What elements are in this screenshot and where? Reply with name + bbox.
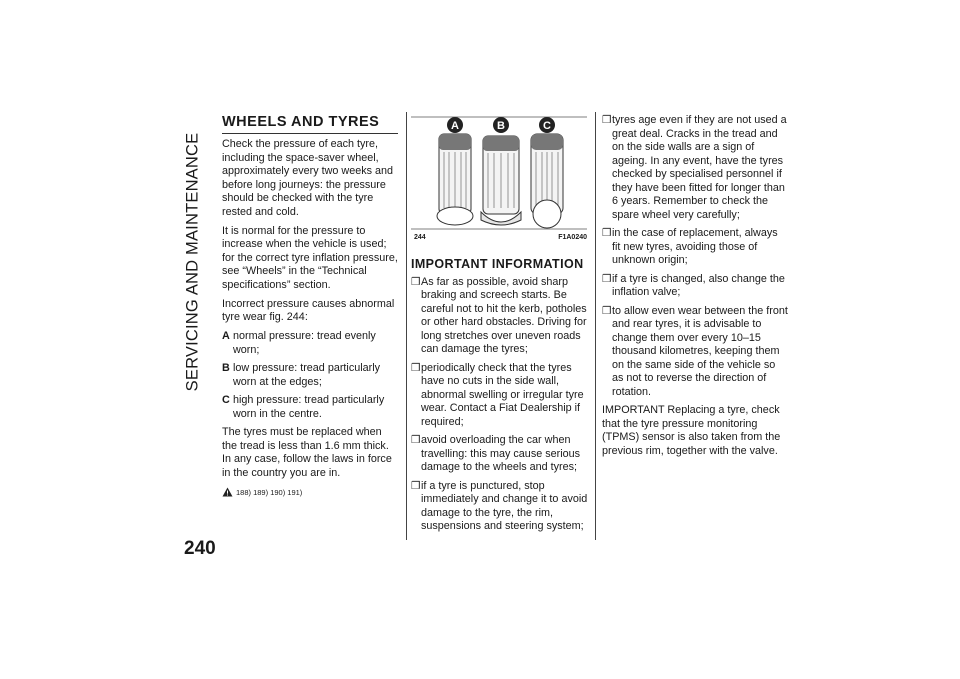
list-item-text: avoid overloading the car when travelling: this may cause serious damage to the wheels and tyres; xyxy=(421,434,581,473)
list-item-text: tyres age even if they are not used a great deal. Cracks in the tread and on the side walls are a sign of ageing. In any event, have the tyres checked by specialised personnel if they have been fitted for longer than 6 years. Remember to check the spare wheel very carefully; xyxy=(612,114,787,221)
item-text: normal pressure: tread evenly worn; xyxy=(233,330,376,356)
bullet-glyph: ❒ xyxy=(602,272,612,285)
bullet-glyph: ❒ xyxy=(411,479,421,492)
column-3 xyxy=(602,114,788,464)
list-item xyxy=(602,273,788,300)
important-note: IMPORTANT Replacing a tyre, check that the tyre pressure monitoring (TPMS) sensor is also taken from the previous rim, together with the valve. xyxy=(602,404,781,457)
list-item-text: As far as possible, avoid sharp braking and screech starts. Be careful not to hit the kerb, potholes or other hard obstacles. Driving for long stretches over uneven roads can damage the tyres; xyxy=(421,275,587,355)
item-text: high pressure: tread particularly worn in the centre. xyxy=(233,394,385,420)
list-item xyxy=(602,114,788,222)
bullet-glyph: ❒ xyxy=(602,114,612,126)
bullet-glyph: ❒ xyxy=(411,275,421,288)
tyre-wear-figure xyxy=(411,112,587,242)
page-number: 240 xyxy=(184,538,216,559)
pressure-item-c xyxy=(222,394,398,421)
list-item xyxy=(602,227,788,268)
column-divider-right xyxy=(595,112,596,540)
list-item xyxy=(411,480,591,534)
list-item xyxy=(411,362,591,430)
badge-a-label: A xyxy=(451,120,459,132)
tyre-b-low-pressure xyxy=(481,136,521,225)
figure-caption xyxy=(411,234,587,246)
badge-b xyxy=(493,117,509,133)
section-title: WHEELS AND TYRES xyxy=(222,114,398,134)
tyre-a-normal xyxy=(437,134,473,225)
bullet-glyph: ❒ xyxy=(602,304,612,317)
pressure-item-a xyxy=(222,330,398,357)
list-item-text: if a tyre is punctured, stop immediately and change it to avoid damage to the tyre, the rim, suspensions and steering system; xyxy=(421,479,588,532)
warning-triangle-icon xyxy=(222,487,233,497)
paragraph-3: Incorrect pressure causes abnormal tyre wear fig. 244: xyxy=(222,297,395,323)
item-letter: C xyxy=(222,394,230,406)
badge-b-label: B xyxy=(497,120,505,132)
list-item xyxy=(411,276,591,357)
section-side-title-text: SERVICING AND MAINTENANCE xyxy=(183,132,202,392)
column-1 xyxy=(222,114,398,499)
bullet-glyph: ❒ xyxy=(602,227,612,239)
tyre-c-high-pressure xyxy=(531,134,563,228)
warning-reference-numbers: 188) 189) 190) 191) xyxy=(236,487,303,497)
bullet-glyph: ❒ xyxy=(411,361,421,374)
item-letter: A xyxy=(222,330,230,342)
pressure-item-b xyxy=(222,362,398,389)
paragraph-2: It is normal for the pressure to increase when the vehicle is used; for the correct tyre inflation pressure, see “Wheels” in the “Technical specifications” section. xyxy=(222,224,398,291)
paragraph-4: The tyres must be replaced when the tread is less than 1.6 mm thick. In any case, follow the laws in force in the country you are in. xyxy=(222,426,392,479)
figure-code: F1A0240 xyxy=(558,234,587,241)
figure-number: 244 xyxy=(414,234,426,241)
warning-references xyxy=(222,486,398,500)
important-information-title: IMPORTANT INFORMATION xyxy=(411,257,584,271)
list-item-text: if a tyre is changed, also change the inflation valve; xyxy=(612,272,785,298)
list-item xyxy=(602,305,788,400)
list-item-text: periodically check that the tyres have no cuts in the side wall, abnormal swelling or irregular tyre wear. Contact a Fiat Dealership if required; xyxy=(421,361,584,428)
item-letter: B xyxy=(222,362,230,374)
column-2 xyxy=(411,258,591,539)
badge-a xyxy=(447,117,463,133)
list-item xyxy=(411,434,591,475)
badge-c xyxy=(539,117,555,133)
item-text: low pressure: tread particularly worn at the edges; xyxy=(233,362,381,388)
list-item-text: in the case of replacement, always fit new tyres, avoiding those of unknown origin; xyxy=(612,227,778,266)
bullet-glyph: ❒ xyxy=(411,434,421,446)
paragraph-1: Check the pressure of each tyre, including the space-saver wheel, approximately every two weeks and before long journeys: the pressure should be checked with the tyre rested and cold. xyxy=(222,138,394,218)
section-side-title xyxy=(178,112,208,412)
list-item-text: to allow even wear between the front and rear tyres, it is advisable to change them over every 10–15 thousand kilometres, keeping them on the same side of the vehicle so as not to reverse the direction of rotation. xyxy=(612,304,788,398)
badge-c-label: C xyxy=(543,120,551,132)
tyre-wear-illustration xyxy=(411,112,587,230)
column-divider-left xyxy=(406,112,407,540)
